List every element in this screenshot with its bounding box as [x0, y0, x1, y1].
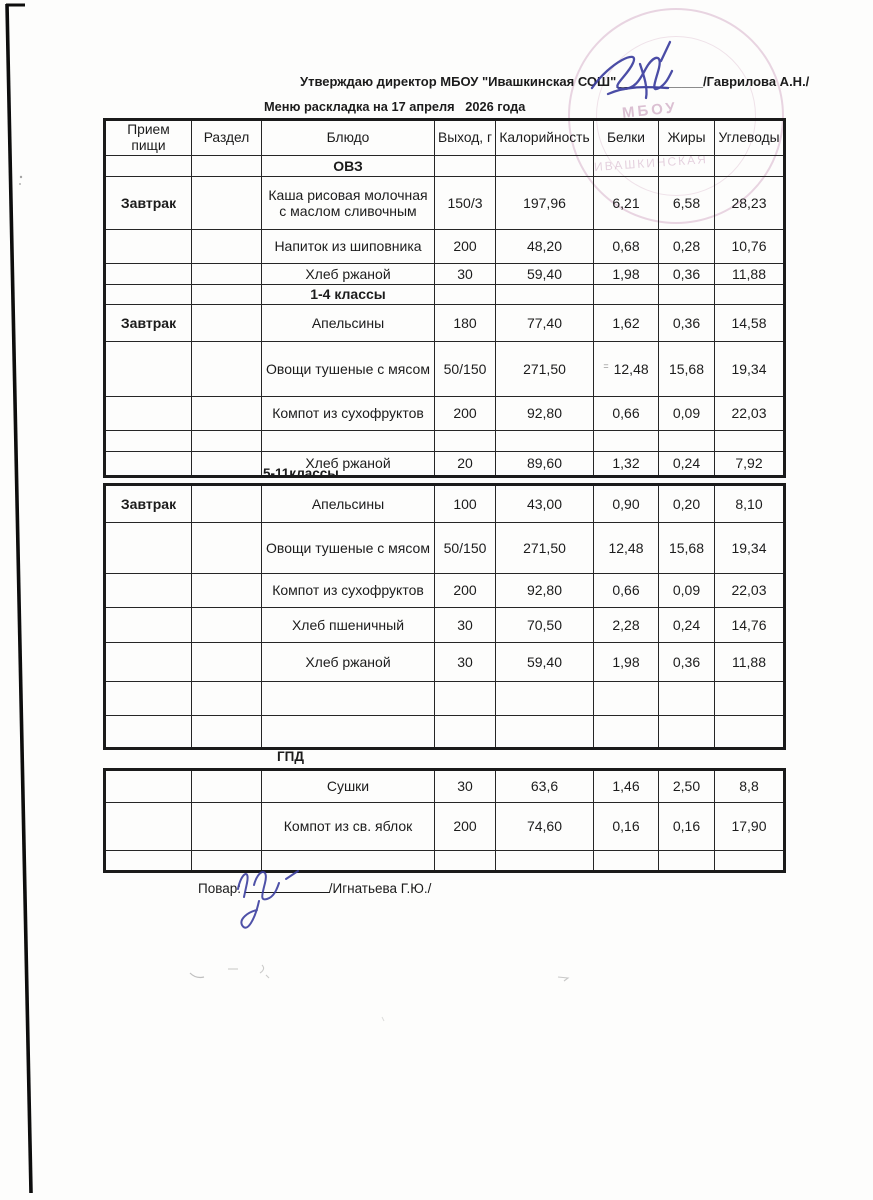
out-cell: 30 [435, 608, 496, 643]
meal-cell [105, 284, 192, 304]
out-cell: 30 [435, 770, 496, 803]
menu-table-5-11 [103, 483, 786, 750]
cook-signature-line [198, 878, 431, 896]
carbs-cell [715, 716, 785, 749]
razdel-cell [192, 682, 262, 716]
meal-cell [105, 229, 192, 263]
protein-cell [594, 430, 659, 451]
approval-text: Утверждаю директор МБОУ "Ивашкинская СОШ" [300, 74, 617, 89]
dish-row [105, 304, 785, 341]
column-header-row [105, 120, 785, 156]
out-cell: 200 [435, 574, 496, 608]
meal-cell: Завтрак [105, 176, 192, 229]
carbs-cell: 10,76 [715, 229, 785, 263]
fat-cell [659, 682, 715, 716]
out-cell: 100 [435, 485, 496, 523]
razdel-cell [192, 803, 262, 851]
dish-row [105, 263, 785, 284]
carbs-cell: 11,88 [715, 643, 785, 682]
stamp-text-line2: ИВАШКИНСКАЯ [593, 152, 709, 174]
razdel-cell [192, 523, 262, 574]
cook-label: Повар: [198, 881, 245, 896]
dish-cell: Хлеб ржаной [262, 643, 435, 682]
section-header-row [105, 155, 785, 176]
empty-row [105, 682, 785, 716]
fat-cell: 0,09 [659, 396, 715, 430]
meal-cell: Завтрак [105, 485, 192, 523]
protein-cell: 1,98 [594, 263, 659, 284]
dish-cell [262, 682, 435, 716]
meal-cell [105, 851, 192, 872]
empty-row [105, 716, 785, 749]
column-header: Прием пищи [105, 120, 192, 156]
dish-row [105, 770, 785, 803]
dish-cell [262, 716, 435, 749]
carbs-cell [715, 284, 785, 304]
razdel-cell [192, 485, 262, 523]
menu-table-ovz-1-4 [103, 118, 786, 478]
out-cell: 20 [435, 451, 496, 476]
carbs-cell: 19,34 [715, 523, 785, 574]
razdel-cell [192, 430, 262, 451]
dish-row [105, 396, 785, 430]
signature-blank: ____________ [616, 74, 704, 89]
carbs-cell: 14,76 [715, 608, 785, 643]
out-cell: 200 [435, 803, 496, 851]
dish-cell: Напиток из шиповника [262, 229, 435, 263]
razdel-cell [192, 608, 262, 643]
carbs-cell: 14,58 [715, 304, 785, 341]
meal-cell [105, 716, 192, 749]
kcal-cell: 271,50 [496, 523, 594, 574]
fat-cell: 0,36 [659, 304, 715, 341]
kcal-cell: 92,80 [496, 396, 594, 430]
empty-row [105, 851, 785, 872]
protein-cell: 0,66 [594, 396, 659, 430]
kcal-cell [496, 284, 594, 304]
out-cell: 30 [435, 643, 496, 682]
dish-cell: Каша рисовая молочная с маслом сливочным [262, 176, 435, 229]
empty-row [105, 430, 785, 451]
fat-cell: 6,58 [659, 176, 715, 229]
column-header: Калорийность [496, 120, 594, 156]
meal-cell [105, 523, 192, 574]
razdel-cell [192, 304, 262, 341]
protein-cell: 0,90 [594, 485, 659, 523]
meal-cell [105, 643, 192, 682]
dish-row [105, 523, 785, 574]
out-cell [435, 716, 496, 749]
out-cell [435, 851, 496, 872]
approval-line [300, 74, 809, 89]
razdel-cell [192, 284, 262, 304]
out-cell: 180 [435, 304, 496, 341]
kcal-cell: 89,60 [496, 451, 594, 476]
razdel-cell [192, 176, 262, 229]
protein-cell: 6,21 [594, 176, 659, 229]
razdel-cell [192, 155, 262, 176]
kcal-cell: 70,50 [496, 608, 594, 643]
out-cell: 150/3 [435, 176, 496, 229]
razdel-cell [192, 263, 262, 284]
razdel-cell [192, 770, 262, 803]
dish-row [105, 485, 785, 523]
protein-cell: 0,66 [594, 574, 659, 608]
out-cell: 200 [435, 396, 496, 430]
dish-row [105, 803, 785, 851]
meal-cell: Завтрак [105, 304, 192, 341]
column-header: Белки [594, 120, 659, 156]
dish-row [105, 608, 785, 643]
kcal-cell: 63,6 [496, 770, 594, 803]
cook-signature-blank [245, 878, 329, 893]
carbs-cell [715, 851, 785, 872]
column-header: Выход, г [435, 120, 496, 156]
column-header: Раздел [192, 120, 262, 156]
fat-cell: 0,36 [659, 643, 715, 682]
section-label-5-11: 5-11классы [263, 466, 339, 481]
dish-cell: Апельсины [262, 485, 435, 523]
meal-cell [105, 430, 192, 451]
carbs-cell: 22,03 [715, 574, 785, 608]
dish-row [105, 643, 785, 682]
fat-cell [659, 284, 715, 304]
meal-cell [105, 803, 192, 851]
carbs-cell [715, 682, 785, 716]
kcal-cell [496, 430, 594, 451]
razdel-cell [192, 341, 262, 396]
out-cell [435, 430, 496, 451]
dish-cell: ОВЗ [262, 155, 435, 176]
fat-cell: 15,68 [659, 341, 715, 396]
meal-cell [105, 341, 192, 396]
fat-cell [659, 716, 715, 749]
protein-cell: 0,68 [594, 229, 659, 263]
kcal-cell [496, 851, 594, 872]
fat-cell: 0,24 [659, 451, 715, 476]
out-cell [435, 284, 496, 304]
razdel-cell [192, 451, 262, 476]
dish-cell: Компот из св. яблок [262, 803, 435, 851]
section-label-gpd: ГПД [277, 749, 304, 764]
fat-cell [659, 155, 715, 176]
section-header-row [105, 284, 785, 304]
column-header: Жиры [659, 120, 715, 156]
kcal-cell: 48,20 [496, 229, 594, 263]
meal-cell [105, 263, 192, 284]
scan-smudge-marks [170, 955, 873, 1035]
dish-cell: Овощи тушеные с мясом [262, 523, 435, 574]
carbs-cell: 8,10 [715, 485, 785, 523]
fat-cell [659, 851, 715, 872]
fat-cell: 0,09 [659, 574, 715, 608]
protein-cell [594, 851, 659, 872]
cook-signatory: /Игнатьева Г.Ю./ [328, 881, 432, 896]
carbs-cell [715, 430, 785, 451]
kcal-cell: 59,40 [496, 263, 594, 284]
fat-cell: 0,24 [659, 608, 715, 643]
meal-cell [105, 574, 192, 608]
dish-cell: Хлеб ржаной [262, 263, 435, 284]
protein-cell: 12,48 [594, 523, 659, 574]
dish-cell: Компот из сухофруктов [262, 396, 435, 430]
dish-row [105, 176, 785, 229]
out-cell: 50/150 [435, 523, 496, 574]
carbs-cell: 11,88 [715, 263, 785, 284]
razdel-cell [192, 229, 262, 263]
out-cell: 30 [435, 263, 496, 284]
scan-artifact-line [0, 0, 50, 1200]
fat-cell [659, 430, 715, 451]
meal-cell [105, 770, 192, 803]
dish-cell: Компот из сухофруктов [262, 574, 435, 608]
protein-cell: = 12,48 [594, 341, 659, 396]
dish-cell: Апельсины [262, 304, 435, 341]
protein-cell: 1,32 [594, 451, 659, 476]
carbs-cell: 17,90 [715, 803, 785, 851]
protein-cell [594, 682, 659, 716]
dish-cell: Сушки [262, 770, 435, 803]
fat-cell: 0,16 [659, 803, 715, 851]
carbs-cell: 28,23 [715, 176, 785, 229]
approval-signatory: /Гаврилова А.Н./ [703, 74, 810, 89]
protein-cell: 0,16 [594, 803, 659, 851]
column-header: Блюдо [262, 120, 435, 156]
kcal-cell [496, 155, 594, 176]
dish-row [105, 229, 785, 263]
kcal-cell: 43,00 [496, 485, 594, 523]
meal-cell [105, 396, 192, 430]
fat-cell: 15,68 [659, 523, 715, 574]
protein-cell [594, 284, 659, 304]
out-cell [435, 682, 496, 716]
fat-cell: 2,50 [659, 770, 715, 803]
kcal-cell: 92,80 [496, 574, 594, 608]
razdel-cell [192, 643, 262, 682]
stamp-text-line1: МБОУ [621, 99, 679, 122]
kcal-cell: 197,96 [496, 176, 594, 229]
kcal-cell [496, 682, 594, 716]
fat-cell: 0,36 [659, 263, 715, 284]
protein-cell: 1,46 [594, 770, 659, 803]
kcal-cell [496, 716, 594, 749]
razdel-cell [192, 716, 262, 749]
dish-cell: 1-4 классы [262, 284, 435, 304]
protein-cell: 1,98 [594, 643, 659, 682]
meal-cell [105, 451, 192, 476]
dish-cell: Овощи тушеные с мясом [262, 341, 435, 396]
razdel-cell [192, 574, 262, 608]
page-title: Меню раскладка на 17 апреля 2026 года [264, 99, 526, 114]
dish-cell [262, 430, 435, 451]
kcal-cell: 74,60 [496, 803, 594, 851]
carbs-cell: 19,34 [715, 341, 785, 396]
column-header: Углеводы [715, 120, 785, 156]
dish-row [105, 341, 785, 396]
out-cell: 50/150 [435, 341, 496, 396]
dish-cell: Хлеб пшеничный [262, 608, 435, 643]
carbs-cell: 8,8 [715, 770, 785, 803]
meal-cell [105, 608, 192, 643]
razdel-cell [192, 396, 262, 430]
protein-cell [594, 716, 659, 749]
kcal-cell: 77,40 [496, 304, 594, 341]
menu-table-gpd [103, 768, 786, 873]
protein-cell: 1,62 [594, 304, 659, 341]
out-cell: 200 [435, 229, 496, 263]
protein-cell: 2,28 [594, 608, 659, 643]
dish-cell [262, 851, 435, 872]
kcal-cell: 271,50 [496, 341, 594, 396]
dish-cell: Хлеб ржаной [262, 451, 435, 476]
dish-row [105, 574, 785, 608]
protein-cell [594, 155, 659, 176]
razdel-cell [192, 851, 262, 872]
meal-cell [105, 682, 192, 716]
fat-cell: 0,28 [659, 229, 715, 263]
carbs-cell: 22,03 [715, 396, 785, 430]
fat-cell: 0,20 [659, 485, 715, 523]
stray-mark: = [603, 360, 609, 371]
out-cell [435, 155, 496, 176]
carbs-cell: 7,92 [715, 451, 785, 476]
meal-cell [105, 155, 192, 176]
kcal-cell: 59,40 [496, 643, 594, 682]
carbs-cell [715, 155, 785, 176]
dish-row [105, 451, 785, 476]
